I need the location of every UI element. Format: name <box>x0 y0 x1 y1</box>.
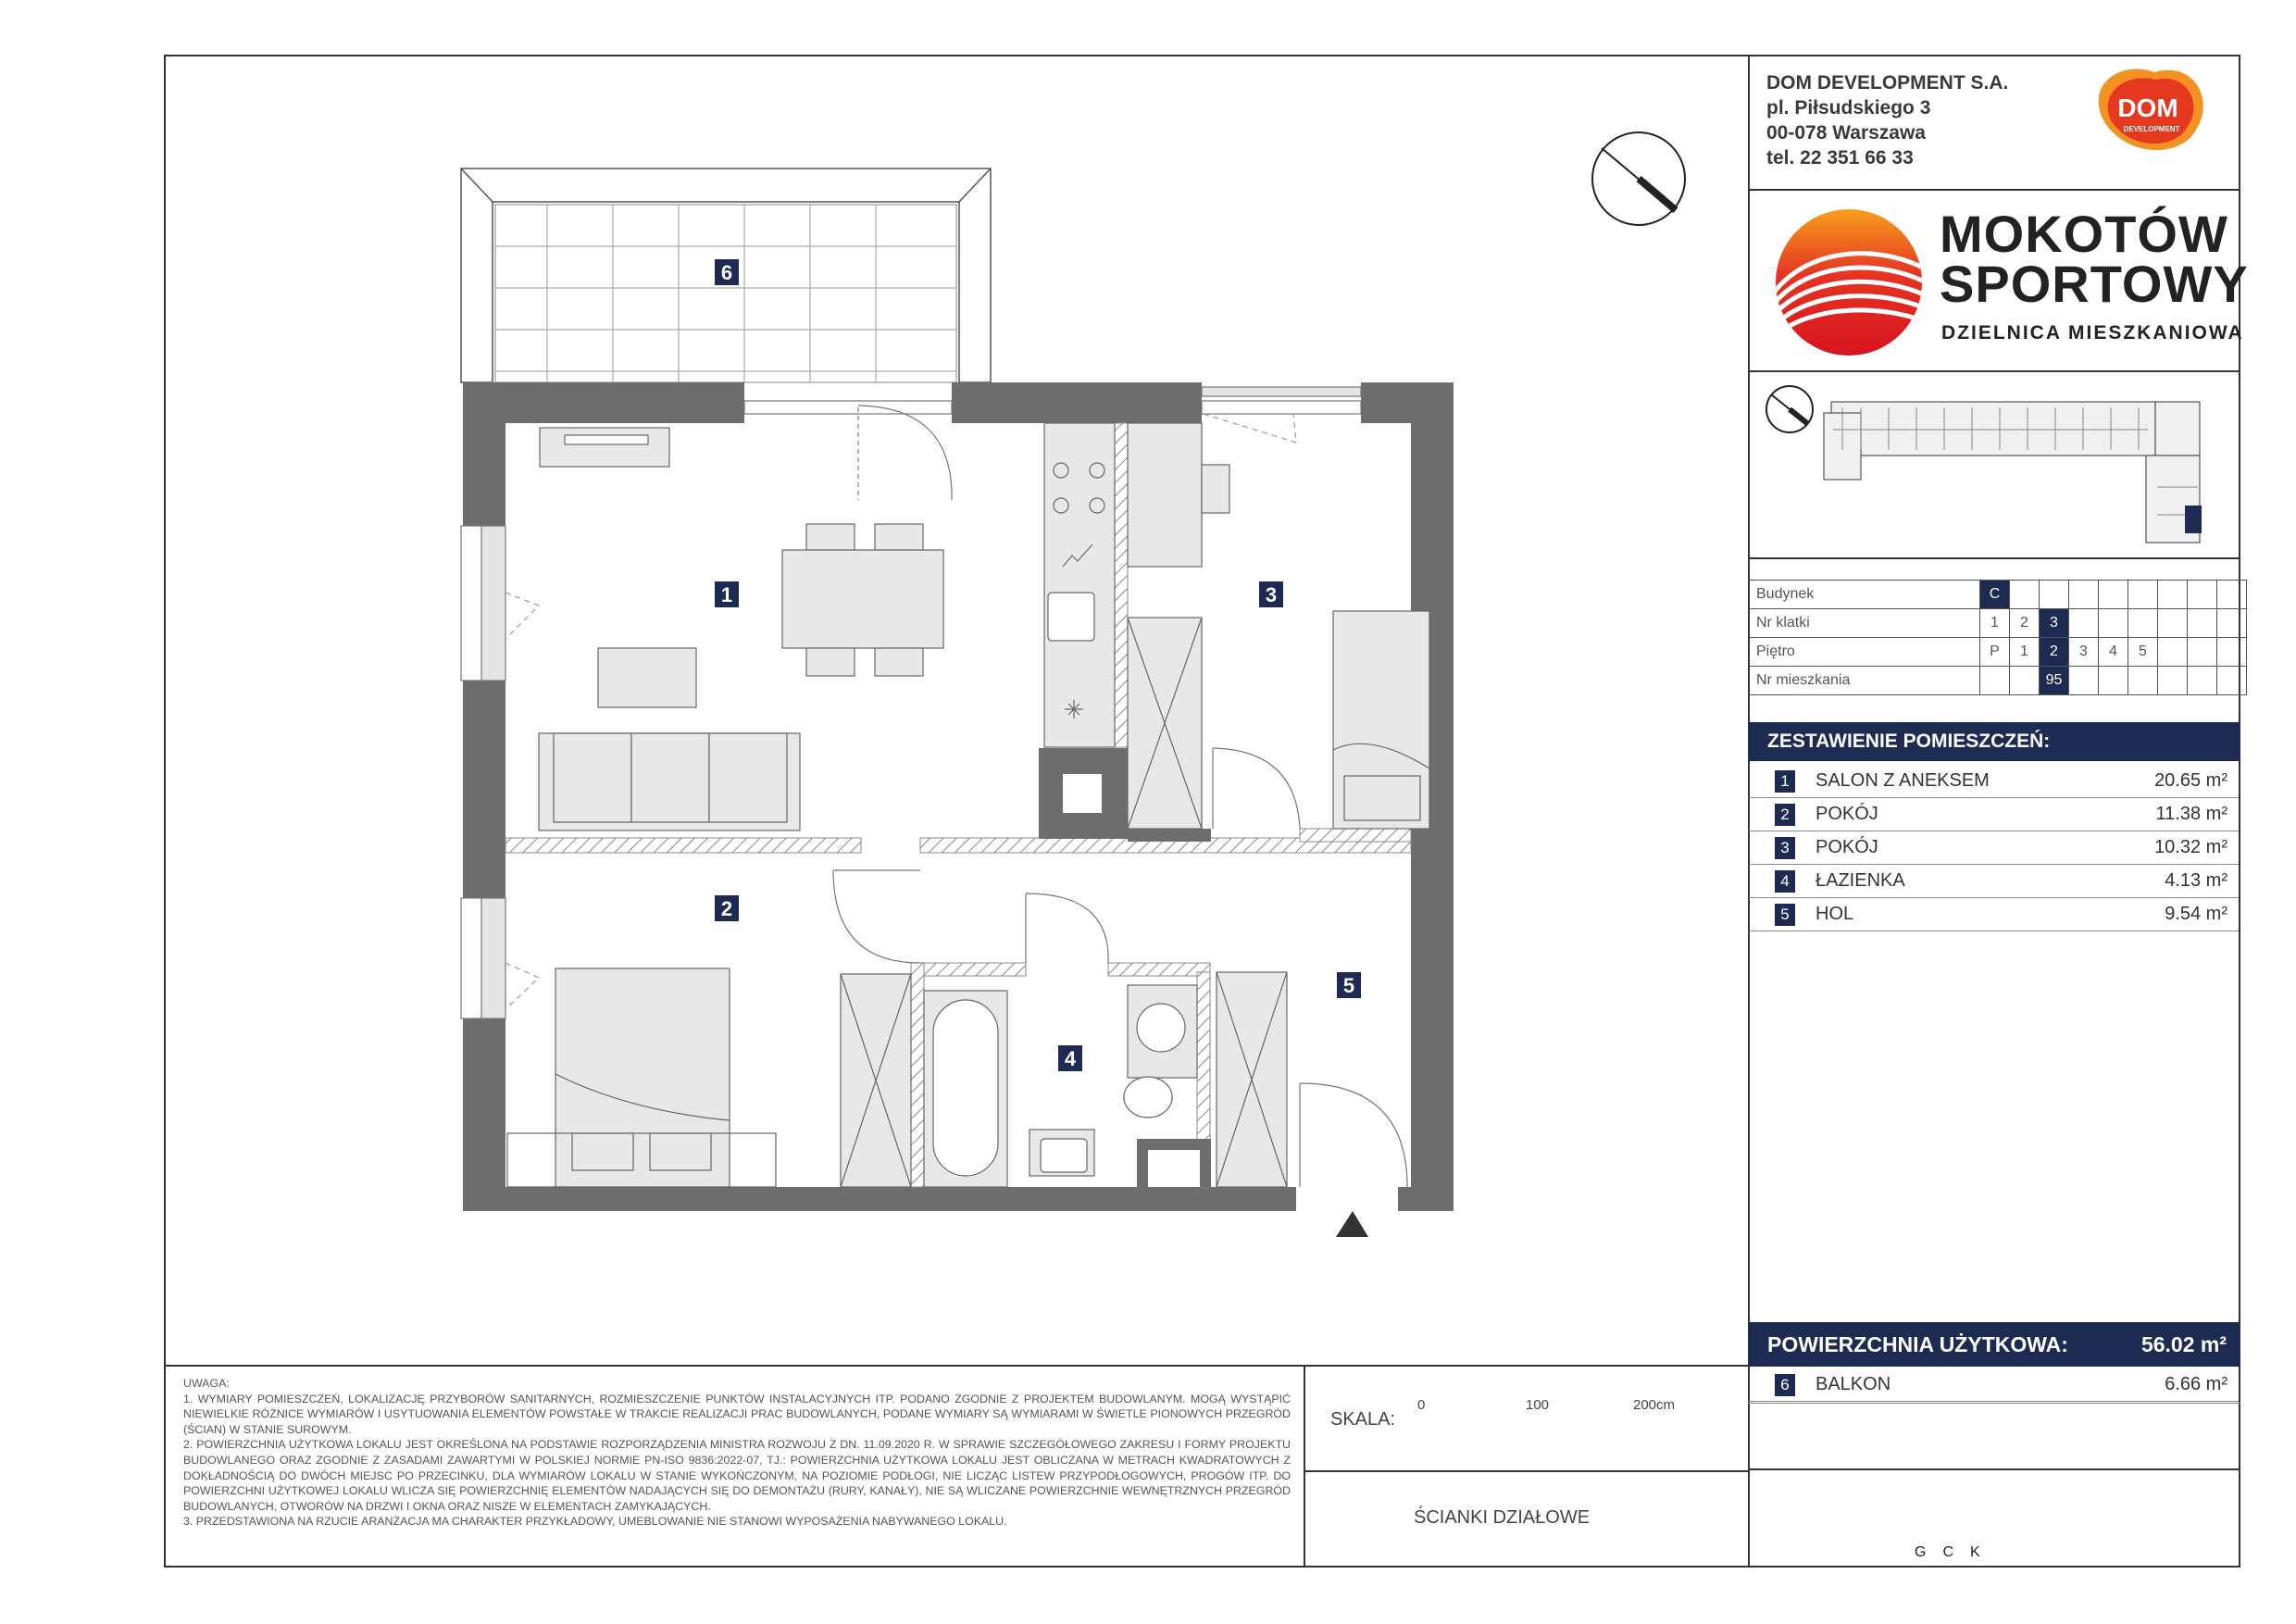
scale-tick-100: 100 <box>1526 1397 1550 1413</box>
keyplan-selected-unit <box>2185 506 2202 533</box>
list-item <box>1749 831 2239 865</box>
location-cell: 2 <box>2040 638 2069 667</box>
dom-development-logo <box>2085 65 2210 157</box>
room-name: HOL <box>1816 904 1854 924</box>
note-item: 2. POWIERZCHNIA UŻYTKOWA LOKALU JEST OKREŚLONA NA PODSTAWIE ROZPORZĄDZENIA MINISTRA ROZWOJU Z DN. 11.09.2020 R. W SPRAWIE SZCZEGÓŁOWEGO ZAKRESU I FORMY PROJEKTU BUDOWLANEGO ORAZ ZGODNIE Z ZASADAMI ZAWARTYMI W POLSKIEJ NORMIE PN-ISO 9836:2022-07, TJ.: POWIERZCHNIA UŻYTKOWA LOKALU JEST OBLICZANA W METRACH KWADRATOWYCH Z DOKŁADNOŚCIĄ DO DWÓCH MIEJSC PO PRZECINKU, DLA WYMIARÓW LOKALU W STANIE WYKOŃCZONYM, NA POZIOMIE PODŁOGI, NIE LICZĄC LISTEW PRZYPODŁOGOWYCH, PROGÓW ITP. DO POWIERZCHNI UŻYTKOWEJ LOKALU WLICZA SIĘ POWIERZCHNIĘ ELEMENTÓW NADAJĄCYCH SIĘ DO DEMONTAŻU (RURY, KANAŁY), NIE SĄ WLICZANE POWIERZCHNIE WEWNĘTRZNYCH PRZEGRÓD BUDOWLANYCH, OTWORÓW NA DRZWI I OKNA ORAZ NISZE W ELEMENTACH ZAMYKAJĄCYCH. <box>183 1438 1291 1513</box>
location-table <box>1749 580 2247 695</box>
key-plan <box>1759 376 2222 552</box>
keyplan-compass-icon <box>1766 386 1813 432</box>
project-title-line1: MOKOTÓW <box>1940 205 2228 263</box>
room-tag-label: 3 <box>1265 583 1278 606</box>
room-tag-3 <box>1259 581 1283 607</box>
location-cell <box>2188 667 2217 695</box>
location-row <box>1749 609 2247 638</box>
list-item <box>1749 898 2239 931</box>
location-cell <box>2158 581 2188 609</box>
location-cell <box>2010 581 2040 609</box>
location-cell <box>2099 581 2128 609</box>
keyplan-building <box>1824 402 2200 543</box>
panel-divider-4 <box>1748 1468 2240 1470</box>
scale-tick-0: 0 <box>1417 1397 1426 1413</box>
location-cell <box>2158 667 2188 695</box>
location-row <box>1749 667 2247 695</box>
room-number-badge: 1 <box>1775 770 1795 793</box>
location-row-label: Nr mieszkania <box>1749 667 1980 695</box>
room-area: 20.65 m² <box>2154 770 2227 791</box>
notes <box>183 1376 1291 1530</box>
panel-divider-2 <box>1748 370 2240 372</box>
location-cell: 1 <box>2010 638 2040 667</box>
rooms-header <box>1749 722 2240 761</box>
project-subtitle: DZIELNICA MIESZKANIOWA <box>1941 322 2244 344</box>
room-number-badge: 3 <box>1775 837 1795 859</box>
room-area: 6.66 m² <box>2165 1374 2227 1394</box>
balcony-bottom-line <box>1748 1403 2240 1404</box>
location-cell: 95 <box>2040 667 2069 695</box>
location-cell: P <box>1980 638 2010 667</box>
room-tag-1 <box>715 581 739 607</box>
scale-tick-200: 200cm <box>1633 1397 1676 1413</box>
location-cell <box>2188 609 2217 638</box>
notes-title: UWAGA: <box>183 1377 230 1390</box>
location-row <box>1749 638 2247 667</box>
location-cell <box>1980 667 2010 695</box>
room-area: 4.13 m² <box>2165 870 2227 891</box>
location-cell <box>2158 638 2188 667</box>
location-cell <box>2217 638 2247 667</box>
balcony-row <box>1749 1368 2239 1402</box>
dom-logo-main: DOM <box>2117 94 2178 122</box>
mokotow-sportowy-logo <box>1774 207 1924 357</box>
room-name: POKÓJ <box>1816 804 1878 824</box>
panel-divider-1 <box>1748 189 2240 191</box>
room-tag-label: 1 <box>720 583 733 606</box>
room-tag-label: 6 <box>720 261 733 284</box>
list-item <box>1749 765 2239 798</box>
location-cell: 3 <box>2069 638 2099 667</box>
room-tag-label: 5 <box>1342 974 1355 997</box>
room-number-badge: 4 <box>1775 870 1795 893</box>
note-item: 3. PRZEDSTAWIONA NA RZUCIE ARANŻACJA MA CHARAKTER PRZYKŁADOWY, UMEBLOWANIE NIE STANOWI WYPOSAŻENIA NABYWANEGO LOKALU. <box>183 1515 1007 1529</box>
location-cell <box>2217 667 2247 695</box>
room-tag-label: 4 <box>1064 1047 1077 1070</box>
panel-divider-3 <box>1748 557 2240 559</box>
location-cell <box>2099 667 2128 695</box>
company-name: DOM DEVELOPMENT S.A. <box>1766 72 2009 94</box>
location-row-label: Nr klatki <box>1749 609 1980 638</box>
room-area: 9.54 m² <box>2165 904 2227 924</box>
dom-logo-sub: DEVELOPMENT <box>2123 125 2180 133</box>
location-row-label: Budynek <box>1749 581 1980 609</box>
location-cell: 2 <box>2010 609 2040 638</box>
list-item <box>1749 798 2239 831</box>
usable-area-label: POWIERZCHNIA UŻYTKOWA: <box>1767 1331 2068 1356</box>
project-title-line2: SPORTOWY <box>1940 255 2249 313</box>
room-area: 10.32 m² <box>2154 837 2227 857</box>
location-cell <box>2188 581 2217 609</box>
room-name: BALKON <box>1816 1374 1891 1394</box>
location-cell <box>2217 581 2247 609</box>
location-cell <box>2069 667 2099 695</box>
room-tag-6 <box>715 259 739 285</box>
location-cell <box>2128 581 2158 609</box>
company-city: 00-078 Warszawa <box>1766 122 1926 144</box>
room-name: SALON Z ANEKSEM <box>1816 770 1990 791</box>
location-cell: C <box>1980 581 2010 609</box>
room-area: 11.38 m² <box>2155 804 2227 824</box>
note-item: 1. WYMIARY POMIESZCZEŃ, LOKALIZACJĘ PRZYBORÓW SANITARNYCH, ROZMIESZCZENIE PUNKTÓW INSTALACYJNYCH ITP. PODANO ZGODNIE Z PROJEKTEM BUDOWLANYM. MOGĄ WYSTĄPIĆ NIEWIELKIE RÓŻNICE WYMIARÓW I USYTUOWANIA ELEMENTÓW POWSTAŁE W TRAKCIE REALIZACJI PRAC BUDOWLANYCH, PODANE WYMIARY SĄ WYMIARAMI W ŚWIETLE PIONOWYCH PRZEGRÓD (ŚCIAN) W STANIE SUROWYM. <box>183 1392 1291 1436</box>
location-cell <box>2069 581 2099 609</box>
location-cell <box>2099 609 2128 638</box>
company-phone: tel. 22 351 66 33 <box>1766 147 1914 169</box>
location-cell: 3 <box>2040 609 2069 638</box>
scale-label: SKALA: <box>1330 1409 1396 1430</box>
room-name: POKÓJ <box>1816 837 1878 857</box>
location-cell <box>2128 667 2158 695</box>
room-number-badge: 2 <box>1775 804 1795 826</box>
location-cell <box>2069 609 2099 638</box>
room-number-badge: 6 <box>1775 1374 1795 1396</box>
scale-legend-divider <box>1304 1470 1749 1472</box>
location-row <box>1749 581 2247 609</box>
location-cell <box>2010 667 2040 695</box>
project-title <box>1940 205 2249 313</box>
gck-text: GCK <box>1915 1544 1997 1560</box>
usable-area-bar <box>1749 1322 2240 1367</box>
scale-divider <box>1304 1365 1305 1568</box>
room-tag-label: 2 <box>720 897 733 920</box>
location-row-label: Piętro <box>1749 638 1980 667</box>
list-item <box>1749 865 2239 898</box>
location-cell <box>2128 609 2158 638</box>
entrance-arrow-icon <box>1336 1211 1368 1237</box>
company-address <box>1766 70 2008 170</box>
location-cell <box>2188 638 2217 667</box>
room-number-badge: 5 <box>1775 904 1795 926</box>
notes-divider <box>164 1365 1749 1367</box>
location-cell: 1 <box>1980 609 2010 638</box>
room-list <box>1749 765 2239 931</box>
location-cell <box>2040 581 2069 609</box>
usable-area-value: 56.02 m² <box>2140 1331 2227 1356</box>
location-cell <box>2217 609 2247 638</box>
location-cell: 4 <box>2099 638 2128 667</box>
room-tag-5 <box>1337 972 1361 998</box>
rooms-header-text: ZESTAWIENIE POMIESZCZEŃ: <box>1767 731 2051 752</box>
location-cell <box>2158 609 2188 638</box>
company-street: pl. Piłsudskiego 3 <box>1766 97 1931 119</box>
north-arrow-icon <box>1592 132 1685 225</box>
room-name: ŁAZIENKA <box>1816 870 1905 891</box>
location-cell: 5 <box>2128 638 2158 667</box>
legend-label: ŚCIANKI DZIAŁOWE <box>1414 1507 1591 1528</box>
room-tag-4 <box>1058 1045 1082 1071</box>
room-tag-2 <box>715 895 739 921</box>
list-item <box>1749 1368 2239 1402</box>
